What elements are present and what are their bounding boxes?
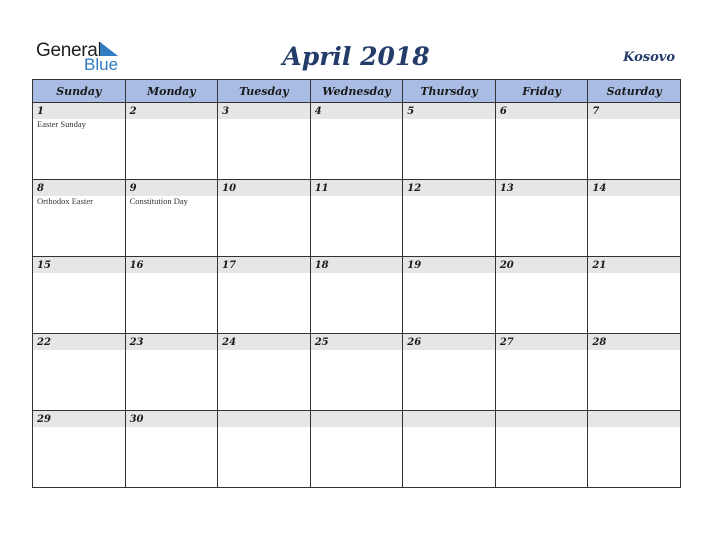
- calendar-title: April 2018: [282, 42, 430, 71]
- day-number-band: [403, 103, 495, 119]
- weekday-header: Monday: [125, 80, 218, 103]
- day-cell: [310, 257, 403, 334]
- day-number: 12: [407, 183, 422, 194]
- week-row: [33, 334, 681, 411]
- day-number: 1: [37, 106, 44, 117]
- week-row: [33, 257, 681, 334]
- day-number: 29: [37, 414, 51, 425]
- day-number-band: [33, 180, 125, 196]
- day-cell: [403, 257, 496, 334]
- day-number: 11: [314, 183, 329, 194]
- day-number-band: [311, 103, 403, 119]
- day-number: 14: [592, 183, 607, 194]
- day-number-band: [311, 411, 403, 427]
- day-number: 26: [407, 337, 422, 348]
- day-cell: [218, 180, 311, 257]
- day-number: 19: [407, 260, 422, 271]
- day-cell: [33, 257, 126, 334]
- day-number: 3: [222, 106, 230, 117]
- weekday-header-row: [33, 80, 681, 103]
- day-cell: [218, 257, 311, 334]
- day-cell: [588, 180, 681, 257]
- day-cell: [403, 334, 496, 411]
- day-number-band: [588, 103, 680, 119]
- weekday-header: Saturday: [588, 80, 681, 103]
- day-number: 17: [222, 260, 237, 271]
- day-number: 21: [592, 260, 607, 271]
- day-cell: [588, 334, 681, 411]
- day-number: 24: [222, 337, 237, 348]
- day-number-band: [33, 103, 125, 119]
- day-cell: [33, 103, 126, 180]
- day-cell: [495, 334, 588, 411]
- week-row: [33, 180, 681, 257]
- day-cell: [310, 411, 403, 488]
- calendar-grid: [32, 79, 681, 488]
- day-cell: [125, 103, 218, 180]
- day-cell: [495, 411, 588, 488]
- day-cell: [310, 103, 403, 180]
- day-number: 16: [129, 260, 144, 271]
- day-cell: [33, 180, 126, 257]
- logo-word-blue: Blue: [84, 55, 119, 74]
- day-number: 6: [499, 106, 507, 117]
- day-cell: [403, 411, 496, 488]
- day-number-band: [403, 411, 495, 427]
- day-cell: [310, 334, 403, 411]
- day-cell: [125, 334, 218, 411]
- day-number: 13: [499, 183, 514, 194]
- weekday-header: Sunday: [33, 80, 126, 103]
- holiday-label: Easter Sunday: [37, 119, 86, 129]
- day-number: 23: [129, 337, 144, 348]
- weekday-header: Thursday: [403, 80, 496, 103]
- day-number: 18: [314, 260, 329, 271]
- day-cell: [125, 180, 218, 257]
- day-number-band: [588, 411, 680, 427]
- day-cell: [33, 334, 126, 411]
- day-cell: [588, 257, 681, 334]
- day-cell: [125, 411, 218, 488]
- day-number: 8: [37, 183, 44, 194]
- day-cell: [495, 103, 588, 180]
- day-cell: [495, 257, 588, 334]
- day-number: 7: [592, 106, 600, 117]
- logo-word-general: General: [36, 40, 102, 61]
- holiday-label: Orthodox Easter: [37, 196, 93, 206]
- day-number: 5: [407, 106, 415, 117]
- day-number: 25: [314, 337, 329, 348]
- day-number: 10: [222, 183, 237, 194]
- day-cell: [588, 103, 681, 180]
- day-number-band: [126, 180, 218, 196]
- weekday-header: Wednesday: [310, 80, 403, 103]
- day-number-band: [496, 103, 588, 119]
- day-number-band: [496, 411, 588, 427]
- day-number: 2: [129, 106, 137, 117]
- day-number: 22: [37, 337, 51, 348]
- day-cell: [588, 411, 681, 488]
- day-cell: [403, 103, 496, 180]
- day-number: 20: [499, 260, 514, 271]
- day-cell: [403, 180, 496, 257]
- day-number: 28: [592, 337, 607, 348]
- weekday-header: Tuesday: [218, 80, 311, 103]
- weekday-header: Friday: [495, 80, 588, 103]
- day-cell: [310, 180, 403, 257]
- day-cell: [33, 411, 126, 488]
- week-row: [33, 103, 681, 180]
- day-cell: [125, 257, 218, 334]
- day-cell: [495, 180, 588, 257]
- week-row: [33, 411, 681, 488]
- day-number: 27: [499, 337, 514, 348]
- holiday-label: Constitution Day: [129, 196, 188, 206]
- day-number-band: [218, 411, 310, 427]
- day-number-band: [126, 103, 218, 119]
- country-label: Kosovo: [623, 50, 675, 65]
- day-cell: [218, 334, 311, 411]
- day-cell: [218, 411, 311, 488]
- day-number-band: [218, 103, 310, 119]
- day-number: 30: [129, 414, 144, 425]
- day-cell: [218, 103, 311, 180]
- day-number: 9: [129, 183, 137, 194]
- day-number: 15: [37, 260, 51, 271]
- day-number: 4: [314, 106, 322, 117]
